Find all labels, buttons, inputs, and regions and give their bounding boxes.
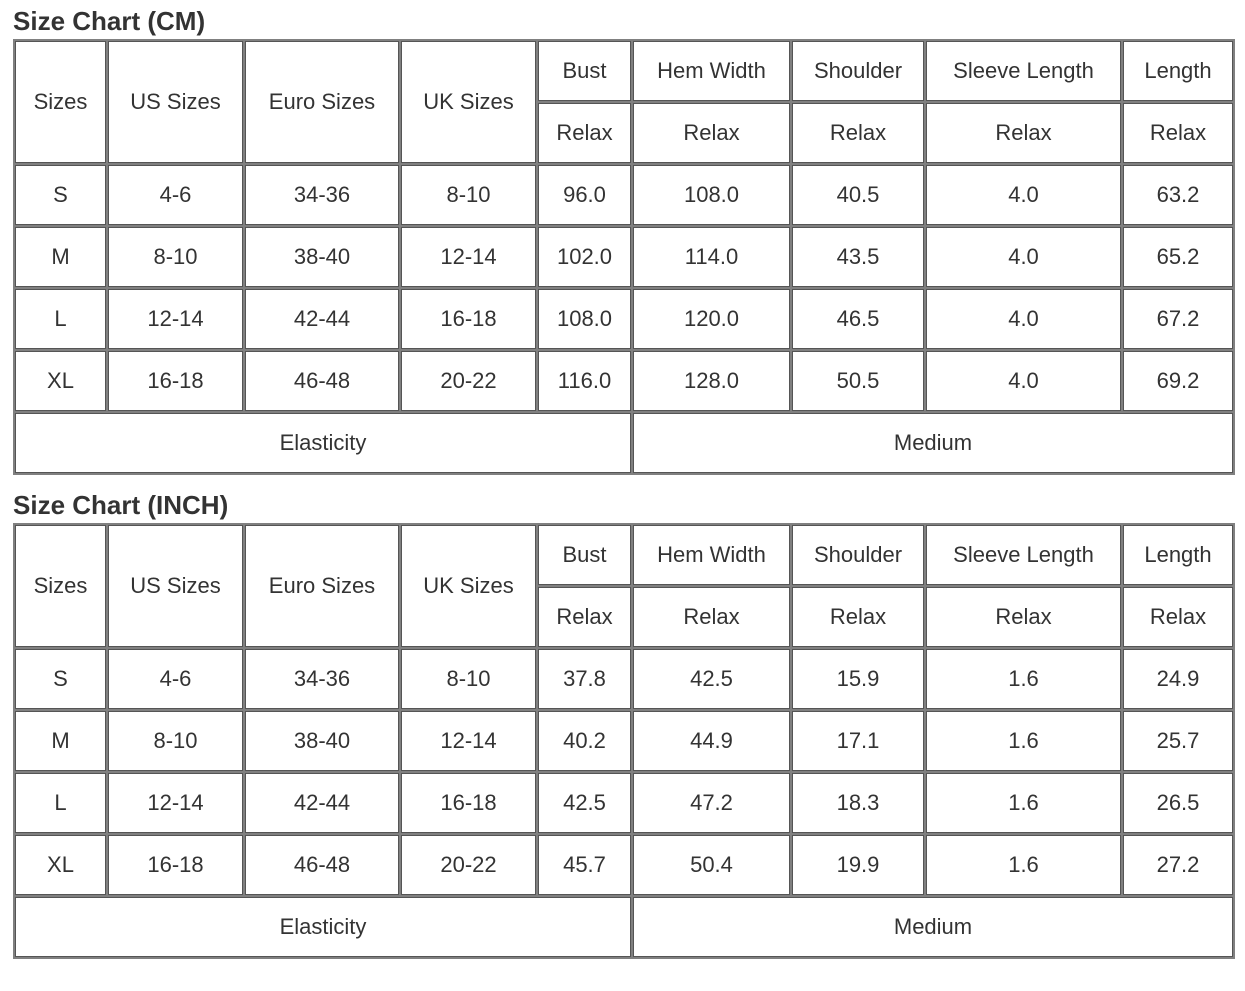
cm-cell-bust: 108.0 [537,288,632,350]
inch-cell-length: 25.7 [1122,710,1234,772]
inch-fit-length: Relax [1122,586,1234,648]
inch-cell-euro-sizes: 34-36 [244,648,400,710]
inch-header-sleeve-length: Sleeve Length [925,524,1122,586]
inch-cell-sizes: XL [14,834,107,896]
cm-cell-shoulder: 46.5 [791,288,925,350]
cm-cell-hem-width: 108.0 [632,164,791,226]
inch-cell-shoulder: 18.3 [791,772,925,834]
cm-cell-sleeve-length: 4.0 [925,226,1122,288]
inch-cell-uk-sizes: 8-10 [400,648,537,710]
cm-cell-euro-sizes: 38-40 [244,226,400,288]
inch-cell-uk-sizes: 12-14 [400,710,537,772]
table-row [14,648,1234,710]
cm-cell-bust: 96.0 [537,164,632,226]
cm-cell-length: 67.2 [1122,288,1234,350]
inch-cell-uk-sizes: 16-18 [400,772,537,834]
inch-cell-sizes: S [14,648,107,710]
cm-cell-bust: 102.0 [537,226,632,288]
cm-cell-us-sizes: 12-14 [107,288,244,350]
table-row [14,288,1234,350]
cm-cell-shoulder: 40.5 [791,164,925,226]
inch-cell-us-sizes: 16-18 [107,834,244,896]
inch-cell-shoulder: 15.9 [791,648,925,710]
inch-fit-sleeve-length: Relax [925,586,1122,648]
cm-cell-us-sizes: 16-18 [107,350,244,412]
cm-elasticity-label: Elasticity [14,412,632,474]
cm-cell-sizes: L [14,288,107,350]
cm-cell-euro-sizes: 46-48 [244,350,400,412]
inch-elasticity-row [14,896,1234,958]
cm-cell-sleeve-length: 4.0 [925,288,1122,350]
cm-cell-shoulder: 43.5 [791,226,925,288]
inch-fit-shoulder: Relax [791,586,925,648]
cm-cell-length: 69.2 [1122,350,1234,412]
table-row [14,710,1234,772]
cm-cell-sizes: S [14,164,107,226]
size-chart-cm-table [13,39,1235,475]
inch-cell-length: 24.9 [1122,648,1234,710]
inch-cell-hem-width: 42.5 [632,648,791,710]
cm-cell-uk-sizes: 16-18 [400,288,537,350]
inch-cell-bust: 42.5 [537,772,632,834]
inch-cell-us-sizes: 4-6 [107,648,244,710]
inch-cell-us-sizes: 12-14 [107,772,244,834]
cm-fit-hem-width: Relax [632,102,791,164]
table-row [14,834,1234,896]
inch-cell-hem-width: 47.2 [632,772,791,834]
cm-cell-hem-width: 114.0 [632,226,791,288]
inch-cell-euro-sizes: 38-40 [244,710,400,772]
inch-header-shoulder: Shoulder [791,524,925,586]
inch-header-us-sizes: US Sizes [107,524,244,648]
inch-cell-us-sizes: 8-10 [107,710,244,772]
size-chart-cm-title: Size Chart (CM) [13,6,206,36]
cm-cell-uk-sizes: 8-10 [400,164,537,226]
inch-header-sizes: Sizes [14,524,107,648]
cm-header-hem-width: Hem Width [632,40,791,102]
table-row [14,772,1234,834]
cm-cell-hem-width: 128.0 [632,350,791,412]
cm-fit-sleeve-length: Relax [925,102,1122,164]
cm-cell-uk-sizes: 20-22 [400,350,537,412]
inch-header-euro-sizes: Euro Sizes [244,524,400,648]
inch-cell-bust: 40.2 [537,710,632,772]
cm-cell-sizes: XL [14,350,107,412]
cm-header-shoulder: Shoulder [791,40,925,102]
cm-header-us-sizes: US Sizes [107,40,244,164]
cm-header-sleeve-length: Sleeve Length [925,40,1122,102]
inch-cell-length: 26.5 [1122,772,1234,834]
size-chart-inch-table [13,523,1235,959]
inch-cell-euro-sizes: 46-48 [244,834,400,896]
inch-header-uk-sizes: UK Sizes [400,524,537,648]
inch-cell-bust: 45.7 [537,834,632,896]
inch-cell-bust: 37.8 [537,648,632,710]
cm-cell-euro-sizes: 42-44 [244,288,400,350]
cm-header-length: Length [1122,40,1234,102]
cm-cell-bust: 116.0 [537,350,632,412]
inch-cell-shoulder: 17.1 [791,710,925,772]
cm-fit-shoulder: Relax [791,102,925,164]
inch-cell-hem-width: 50.4 [632,834,791,896]
cm-header-uk-sizes: UK Sizes [400,40,537,164]
inch-cell-sizes: L [14,772,107,834]
inch-fit-bust: Relax [537,586,632,648]
inch-cell-hem-width: 44.9 [632,710,791,772]
inch-elasticity-label: Elasticity [14,896,632,958]
cm-cell-us-sizes: 8-10 [107,226,244,288]
inch-cell-uk-sizes: 20-22 [400,834,537,896]
cm-header-row [14,40,1234,102]
table-row [14,350,1234,412]
inch-cell-sleeve-length: 1.6 [925,710,1122,772]
cm-cell-hem-width: 120.0 [632,288,791,350]
cm-cell-sizes: M [14,226,107,288]
inch-cell-sleeve-length: 1.6 [925,648,1122,710]
inch-cell-sizes: M [14,710,107,772]
table-row [14,226,1234,288]
cm-cell-us-sizes: 4-6 [107,164,244,226]
cm-fit-bust: Relax [537,102,632,164]
cm-header-euro-sizes: Euro Sizes [244,40,400,164]
cm-cell-length: 63.2 [1122,164,1234,226]
size-chart-inch-title: Size Chart (INCH) [13,490,229,520]
cm-cell-euro-sizes: 34-36 [244,164,400,226]
cm-elasticity-row [14,412,1234,474]
cm-cell-sleeve-length: 4.0 [925,350,1122,412]
inch-elasticity-value: Medium [632,896,1234,958]
inch-header-row [14,524,1234,586]
cm-cell-length: 65.2 [1122,226,1234,288]
inch-cell-shoulder: 19.9 [791,834,925,896]
cm-fit-length: Relax [1122,102,1234,164]
inch-cell-euro-sizes: 42-44 [244,772,400,834]
inch-header-length: Length [1122,524,1234,586]
inch-cell-length: 27.2 [1122,834,1234,896]
cm-header-bust: Bust [537,40,632,102]
inch-cell-sleeve-length: 1.6 [925,834,1122,896]
cm-cell-sleeve-length: 4.0 [925,164,1122,226]
cm-elasticity-value: Medium [632,412,1234,474]
inch-fit-hem-width: Relax [632,586,791,648]
table-row [14,164,1234,226]
cm-header-sizes: Sizes [14,40,107,164]
inch-header-bust: Bust [537,524,632,586]
cm-cell-uk-sizes: 12-14 [400,226,537,288]
inch-cell-sleeve-length: 1.6 [925,772,1122,834]
inch-header-hem-width: Hem Width [632,524,791,586]
cm-cell-shoulder: 50.5 [791,350,925,412]
